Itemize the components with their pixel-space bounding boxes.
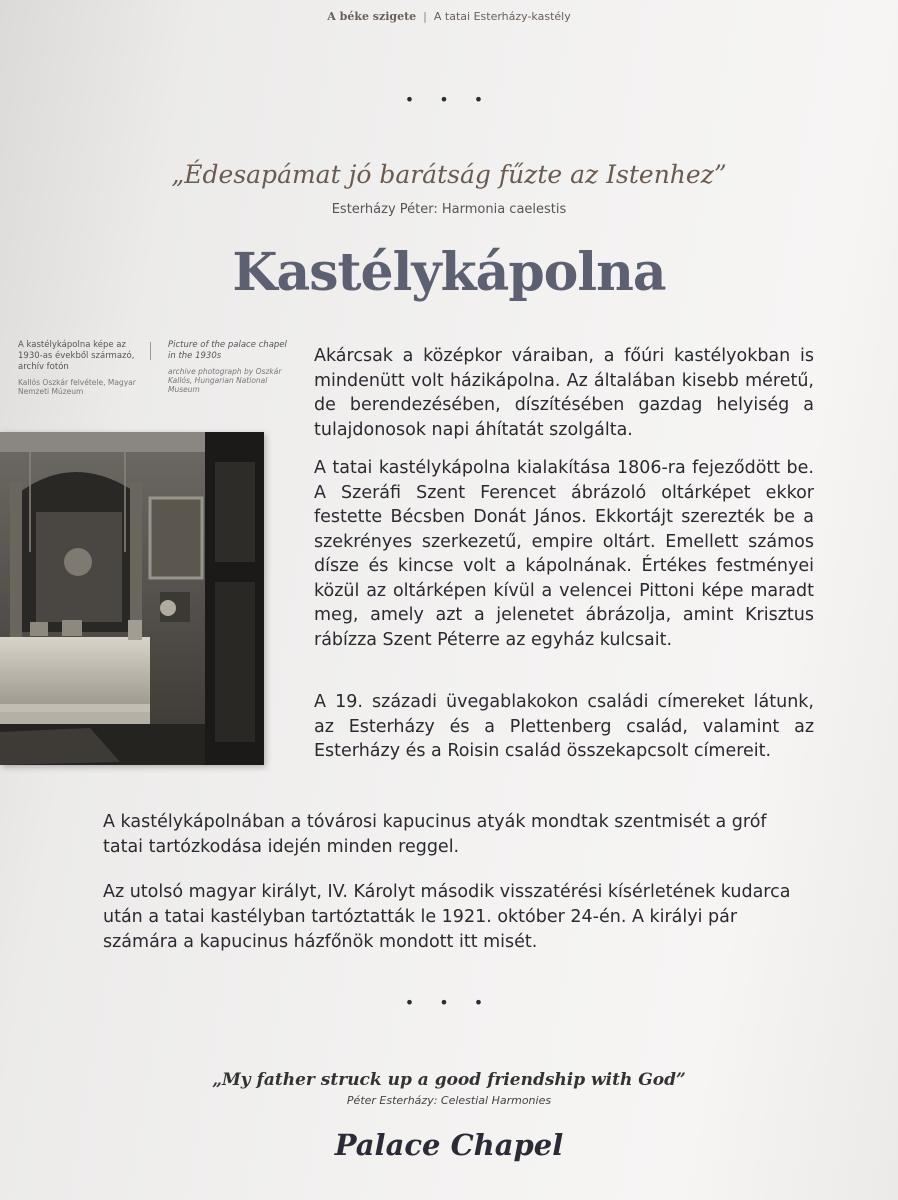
- paragraph-1: Akárcsak a középkor váraiban, a főúri kastélyokban is mindenütt volt házikápolna. Az általában kisebb méretű, de berendezésében, díszítésében gazdag helyiség a tulajdonosok napi áhítatát szolgálta.: [314, 346, 814, 440]
- top-dots-divider: • • •: [404, 90, 494, 109]
- caption-hu-title: A kastélykápolna képe az 1930-as évekből származó, archív fotón: [18, 340, 135, 372]
- page-header: [0, 10, 898, 23]
- caption-en-credit: archive photograph by Oszkár Kallós, Hungarian National Museum: [168, 367, 282, 394]
- paragraph-5: Az utolsó magyar királyt, IV. Károlyt második visszatérési kísérletének kudarca után a tatai kastélyban tartóztatták le 1921. október 24-én. A királyi pár számára a kapucinus házfőnök mondott itt misét.: [103, 882, 791, 952]
- chapel-altar-photo: [0, 432, 264, 765]
- caption-hu-credit: Kallós Oszkár felvétele, Magyar Nemzeti Múzeum: [18, 378, 136, 396]
- caption-en-title: Picture of the palace chapel in the 1930s: [168, 340, 287, 361]
- header-separator: |: [423, 10, 427, 23]
- quote-hungarian-attribution: Esterházy Péter: Harmonia caelestis: [331, 202, 567, 217]
- paragraph-3: A 19. századi üvegablakokon családi címereket látunk, az Esterházy és a Plettenberg család, valamint az Esterházy és a Roisin család összekapcsolt címereit.: [314, 692, 814, 761]
- photo-caption-hungarian: [18, 340, 138, 396]
- quote-hungarian: „Édesapámat jó barátság fűzte az Istenhez”: [171, 160, 727, 189]
- header-subtitle: A tatai Esterházy-kastély: [433, 10, 571, 23]
- paragraph-2: A tatai kastélykápolna kialakítása 1806-ra fejeződött be. A Szeráfi Szent Ferencet ábrázoló oltárképet ekkor festette Bécsben Donát János. Ekkortájt szerezték be a szekrényes szerkezetű, empire oltárt. Emellett számos dísze és kincse volt a kápolnának. Értékes festményei közül az oltárképen kívül a velencei Pittoni képe maradt meg, amely azt a jelenetet ábrázolja, amint Krisztus rábízza Szent Péterre az egyház kulcsait.: [314, 458, 814, 650]
- caption-divider: [150, 342, 151, 360]
- bottom-dots-divider: • • •: [404, 993, 494, 1012]
- page-title-english: Palace Chapel: [334, 1128, 564, 1162]
- quote-english-attribution: Péter Esterházy: Celestial Harmonies: [346, 1094, 552, 1107]
- photo-caption-english: [168, 340, 288, 394]
- quote-english: „My father struck up a good friendship with God”: [212, 1070, 686, 1090]
- paragraph-4: A kastélykápolnában a tóvárosi kapucinus atyák mondtak szentmisét a gróf tatai tartózkodása idején minden reggel.: [103, 812, 767, 857]
- page-title: Kastélykápolna: [232, 242, 666, 303]
- header-brand: A béke szigete: [327, 10, 417, 23]
